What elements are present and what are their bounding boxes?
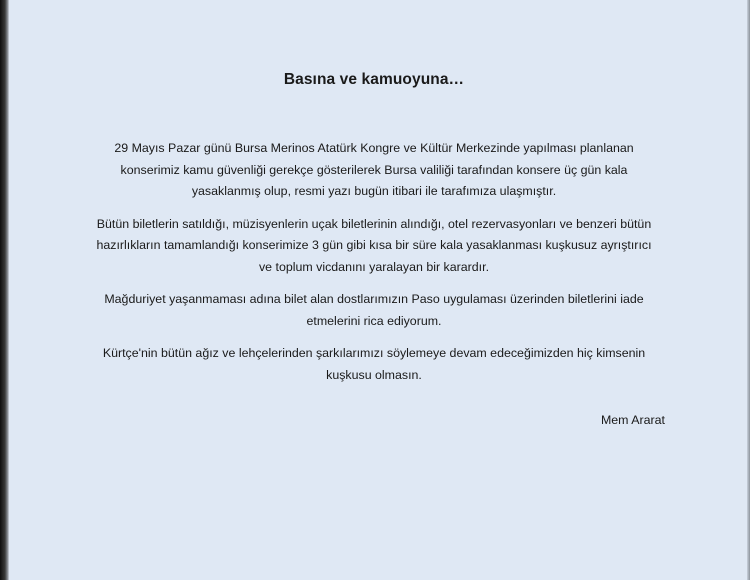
document-title: Basına ve kamuoyuna… [283, 71, 465, 88]
paragraph-3: Mağduriyet yaşanmaması adına bilet alan dostlarımızın Paso uygulaması üzerinden biletlerini iade etmelerini rica ediyorum. [104, 292, 644, 328]
paragraph-2: Bütün biletlerin satıldığı, müzisyenlerin uçak biletlerinin alındığı, otel rezervasyonları ve benzeri bütün hazırlıkların tamamlandığı konserimize 3 gün gibi kısa bir süre kala yasaklanması kuşkusuz ayrıştırıcı ve toplum vicdanını yaralayan bir karardır. [96, 216, 652, 274]
paragraph-1: 29 Mayıs Pazar günü Bursa Merinos Atatürk Kongre ve Kültür Merkezinde yapılması planlanan konserimiz kamu güvenliği gerekçe gösterilerek Bursa valiliği tarafından konsere üç gün kala yasaklanmış olup, resmi yazı bugün itibari ile tarafımıza ulaşmıştır. [114, 141, 634, 198]
document-body [94, 138, 654, 397]
document-page [9, 0, 747, 580]
left-screen-edge [0, 0, 9, 580]
paragraph-4: Kürtçe'nin bütün ağız ve lehçelerinden şarkılarımızı söylemeye devam edeceğimizden hiç kimsenin kuşkusu olmasın. [102, 346, 646, 382]
signature: Mem Ararat [600, 413, 665, 427]
